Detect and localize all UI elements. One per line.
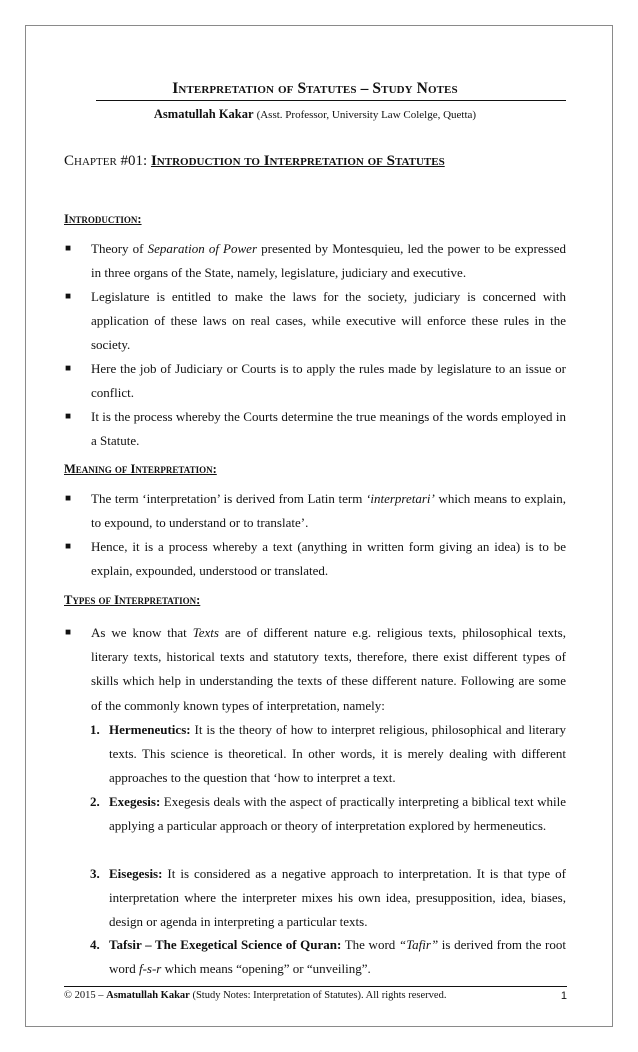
bullet-icon: ■ — [65, 243, 72, 254]
bullet-item: ■ Theory of Separation of Power presented by Montesquieu, led the power to be expressed in three organs of the State, namely, legislature, judiciary and executive. — [64, 237, 566, 285]
section-heading-meaning: Meaning of Interpretation: — [64, 462, 217, 476]
page-footer: © 2015 – Asmatullah Kakar (Study Notes: Interpretation of Statutes). All rights reserved. 1 — [64, 990, 567, 1002]
footer-rule — [64, 986, 567, 987]
numbered-item: 2. Exegesis: Exegesis deals with the aspect of practically interpreting a biblical text while applying a particular approach or theory of interpretation explored by hermeneutics. — [90, 794, 566, 834]
author-name: Asmatullah Kakar — [153, 107, 254, 121]
bullet-icon: ■ — [65, 363, 72, 374]
bullet-item: ■ Legislature is entitled to make the laws for the society, judiciary is concerned with application of these laws on real cases, while executive will enforce these rules in the society. — [64, 285, 566, 358]
chapter-heading: Chapter #01: Introduction to Interpretation of Statutes — [64, 153, 445, 169]
section-heading-types: Types of Interpretation: — [64, 593, 201, 607]
bullet-icon: ■ — [65, 541, 72, 552]
bullet-item: ■ Hence, it is a process whereby a text (anything in written form giving an idea) is to be explain, expounded, understood or translated. — [64, 535, 566, 583]
bullet-icon: ■ — [65, 291, 72, 302]
author-affiliation: (Asst. Professor, University Law Colelge, Quetta) — [256, 109, 477, 121]
bullet-item: ■ The term ‘interpretation’ is derived from Latin term ‘interpretari’ which means to explain, to expound, to understand or to translate’. — [64, 487, 566, 535]
numbered-item: 1. Hermeneutics: It is the theory of how to interpret religious, philosophical and literary texts. This science is theoretical. In other words, it is merely dealing with different approaches to the question that ‘how to interpret a text. — [90, 722, 566, 786]
document-title: Interpretation of Statutes – Study Notes — [172, 80, 458, 97]
bullet-item: ■ As we know that Texts are of different nature e.g. religious texts, philosophical texts, literary texts, historical texts and statutory texts, therefore, there exist different types of skills which help in understanding the texts of these different nature. Following are some of the commonly known types of interpretation, namely: — [64, 621, 566, 718]
chapter-title: Introduction to Interpretation of Statutes — [150, 153, 445, 169]
numbered-item: 3. Eisegesis: It is considered as a negative approach to interpretation. It is that type of interpretation where the interpreter mixes his own idea, presupposition, idea, biases, design or agenda in interpreting a particular texts. — [90, 866, 566, 930]
section-heading-introduction: Introduction: — [64, 212, 142, 226]
footer-author: Asmatullah Kakar — [106, 990, 190, 1001]
author-line — [64, 107, 566, 122]
numbered-item: 4. Tafsir – The Exegetical Science of Quran: The word “Tafir” is derived from the root word f-s-r which means “opening” or “unveiling”. — [90, 937, 566, 977]
page-number: 1 — [560, 990, 567, 1002]
bullet-item: ■ Here the job of Judiciary or Courts is to apply the rules made by legislature to an issue or conflict. — [64, 357, 566, 405]
bullet-icon: ■ — [65, 493, 72, 504]
bullet-item: ■ It is the process whereby the Courts determine the true meanings of the words employed in a Statute. — [64, 405, 566, 453]
title-rule — [96, 100, 566, 101]
bullet-icon: ■ — [65, 627, 72, 638]
bullet-icon: ■ — [65, 411, 72, 422]
